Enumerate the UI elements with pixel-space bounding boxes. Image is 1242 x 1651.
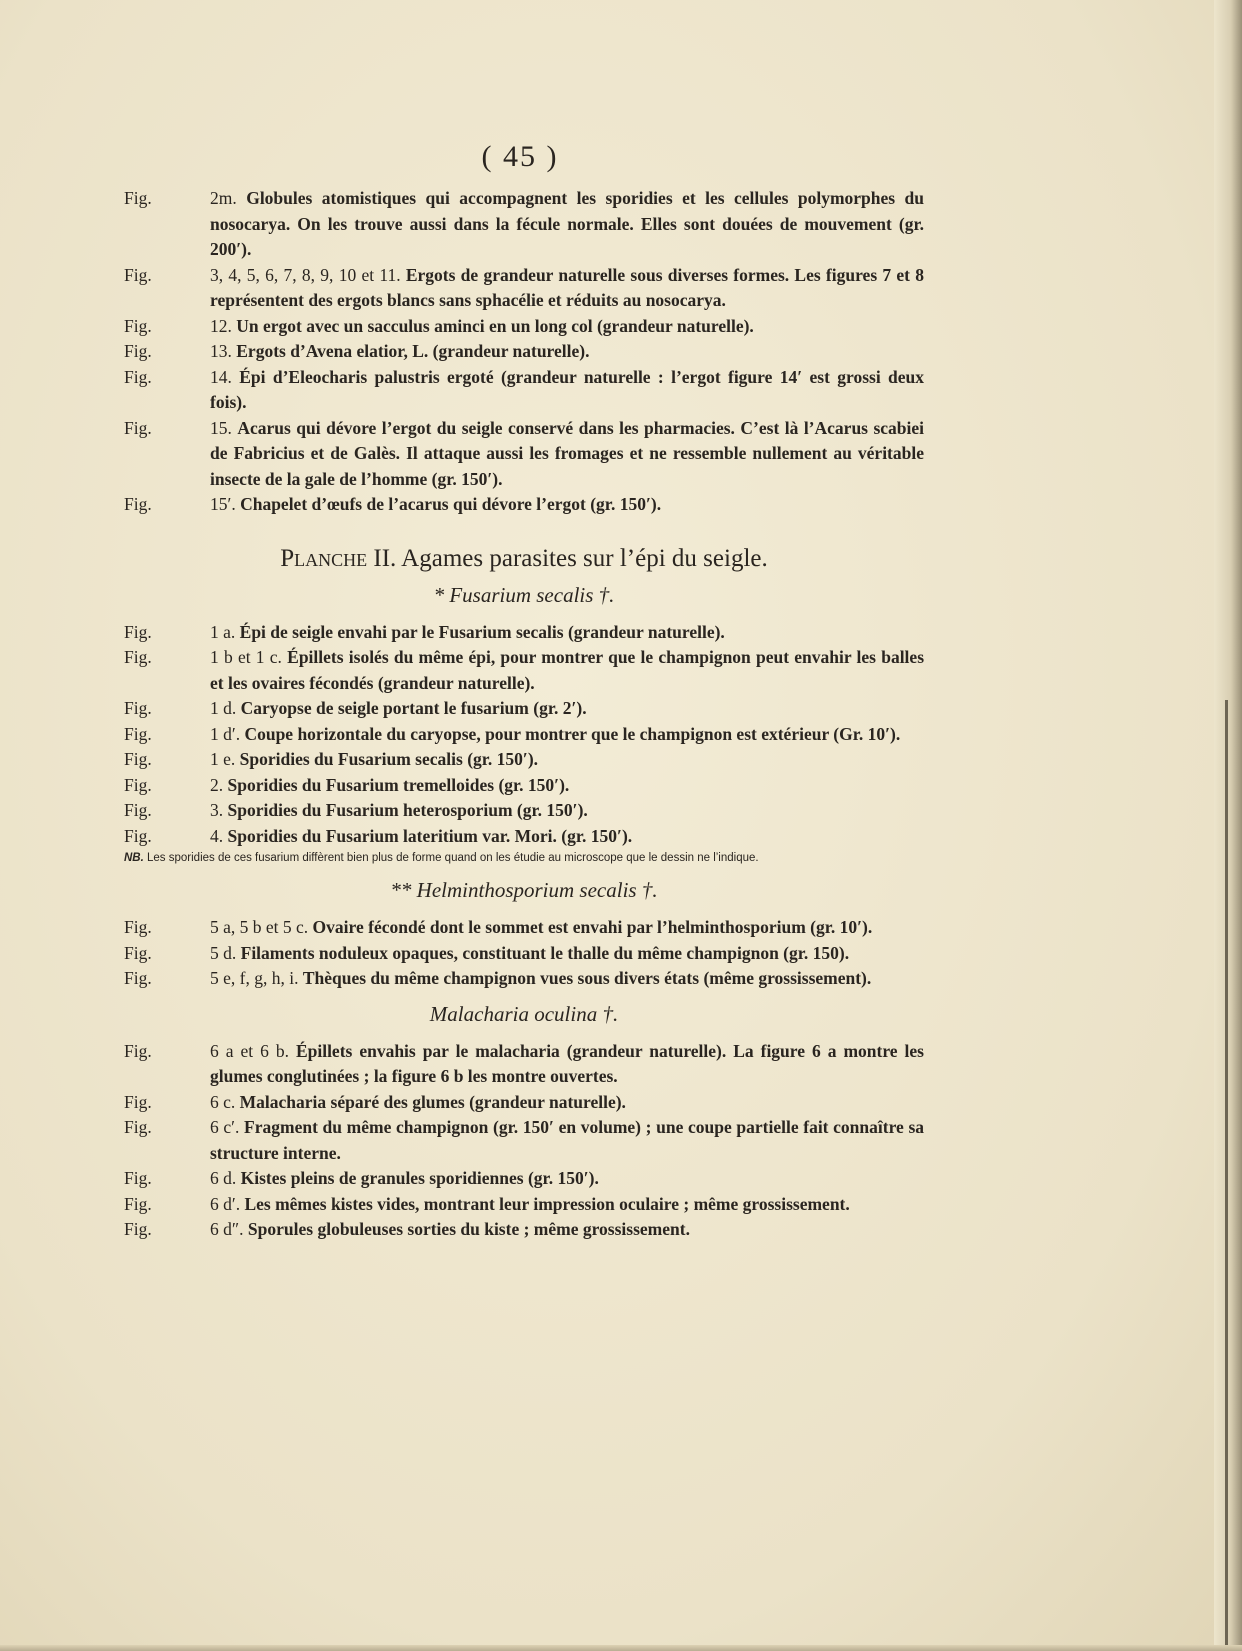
section-title-malacharia: Malacharia oculina †. <box>429 1001 619 1026</box>
figure-caption <box>124 645 924 696</box>
figure-label: Fig. <box>124 825 152 846</box>
figure-label: Fig. <box>124 494 152 514</box>
figure-number: 6 d″. <box>210 1219 244 1239</box>
figure-description: Sporidies du Fusarium lateritium var. Mori. (gr. 150′). <box>227 825 633 846</box>
figure-number: 6 d′. <box>210 1193 241 1214</box>
figure-label: Fig. <box>124 647 152 667</box>
figure-number: 6 d. <box>210 1168 237 1188</box>
figure-number: 14. <box>210 366 232 387</box>
figure-label: Fig. <box>124 188 152 208</box>
figure-caption <box>124 696 924 722</box>
figure-label: Fig. <box>124 800 152 820</box>
section-title-helminthosporium: ** Helminthosporium secalis †. <box>390 878 658 902</box>
figure-description: Épillets envahis par le malacharia (grandeur naturelle). La figure 6 a montre les glumes conglutinées ; la figure 6 b les montre ouvertes. <box>210 1040 924 1086</box>
figure-description: Épi d’Eleocharis palustris ergoté (grandeur naturelle : l’ergot figure 14′ est grossi deux fois). <box>210 366 925 412</box>
page-edge <box>1214 0 1242 1651</box>
figure-caption <box>124 416 924 493</box>
figure-label: Fig. <box>124 1193 152 1214</box>
figure-caption <box>124 915 924 941</box>
figure-description: Coupe horizontale du caryopse, pour montrer que le champignon est extérieur (Gr. 10′). <box>244 723 901 744</box>
figure-caption <box>124 492 924 518</box>
figure-label: Fig. <box>124 1168 152 1188</box>
page-bottom-edge <box>0 1645 1242 1651</box>
figure-description: Fragment du même champignon (gr. 150′ en volume) ; une coupe partielle fait connaître sa structure interne. <box>210 1117 925 1163</box>
figure-label: Fig. <box>124 417 152 438</box>
nota-bene <box>124 849 924 868</box>
figure-description: Sporidies du Fusarium secalis (gr. 150′). <box>239 749 539 769</box>
figure-caption <box>124 1166 924 1192</box>
figure-description: Sporules globuleuses sorties du kiste ; même grossissement. <box>247 1219 690 1239</box>
figure-description: Les mêmes kistes vides, montrant leur impression oculaire ; même grossissement. <box>244 1193 850 1214</box>
figure-number: 6 c′. <box>210 1117 240 1137</box>
page-number: ( 45 ) <box>481 140 559 173</box>
plate-title <box>124 545 924 573</box>
figure-label: Fig. <box>124 942 152 963</box>
plate-title-text: Agames parasites sur l’épi du seigle. <box>401 544 768 572</box>
figure-caption <box>124 747 924 773</box>
figure-number: 13. <box>210 341 232 361</box>
figure-description: Filaments noduleux opaques, constituant le thalle du même champignon (gr. 150). <box>240 942 850 963</box>
figure-list-plate-1 <box>124 186 924 518</box>
figure-label: Fig. <box>124 1117 152 1137</box>
figure-number: 1 e. <box>210 749 236 769</box>
figure-description: Un ergot avec un sacculus aminci en un long col (grandeur naturelle). <box>236 315 754 336</box>
figure-number: 15. <box>210 417 232 438</box>
figure-label: Fig. <box>124 341 152 361</box>
figure-number: 15′. <box>210 494 236 514</box>
figure-description: Ergots d’Avena elatior, L. (grandeur naturelle). <box>236 341 590 361</box>
figure-description: Chapelet d’œufs de l’acarus qui dévore l’ergot (gr. 150′). <box>240 494 662 514</box>
figure-caption <box>124 1217 924 1243</box>
figure-caption <box>124 1090 924 1116</box>
figure-label: Fig. <box>124 749 152 769</box>
figure-label: Fig. <box>124 264 152 285</box>
figure-label: Fig. <box>124 917 152 937</box>
figure-description: Globules atomistiques qui accompagnent les sporidies et les cellules polymorphes du nosocarya. On les trouve aussi dans la fécule normale. Elles sont douées de mouvement (gr. 200′). <box>210 188 925 259</box>
figure-caption <box>124 263 924 314</box>
figure-label: Fig. <box>124 698 152 718</box>
figure-description: Sporidies du Fusarium tremelloides (gr. 150′). <box>227 774 570 795</box>
figure-number: 2m. <box>210 188 237 208</box>
figure-caption <box>124 314 924 340</box>
figure-list-helminthosporium <box>124 915 924 992</box>
figure-description: Sporidies du Fusarium heterosporium (gr. 150′). <box>227 800 588 820</box>
figure-caption <box>124 365 924 416</box>
figure-label: Fig. <box>124 315 152 336</box>
figure-number: 5 e, f, g, h, i. <box>210 968 299 988</box>
figure-description: Ovaire fécondé dont le sommet est envahi par l’helminthosporium (gr. 10′). <box>312 917 873 937</box>
figure-number: 6 c. <box>210 1091 236 1112</box>
figure-label: Fig. <box>124 774 152 795</box>
figure-caption <box>124 186 924 263</box>
page-content <box>124 186 924 1243</box>
nota-bene-label: NB. <box>124 852 144 864</box>
figure-number: 3. <box>210 800 224 820</box>
figure-description: Acarus qui dévore l’ergot du seigle conservé dans les pharmacies. C’est là l’Acarus scabiei de Fabricius et de Galès. Il attaque aussi les fromages et ne ressemble nullement au véritable insecte de la gale de l’homme (gr. 150′). <box>210 417 925 489</box>
figure-number: 5 d. <box>210 942 237 963</box>
nota-bene-text: Les sporidies de ces fusarium diffèrent bien plus de forme quand on les étudie au microscope que le dessin ne l’indique. <box>147 852 759 864</box>
figure-label: Fig. <box>124 621 152 642</box>
figure-description: Ergots de grandeur naturelle sous diverses formes. Les figures 7 et 8 représentent des ergots blancs sans sphacélie et réduits au nosocarya. <box>210 264 925 310</box>
figure-number: 2. <box>210 774 224 795</box>
figure-number: 1 b et 1 c. <box>210 647 282 667</box>
figure-caption <box>124 620 924 646</box>
figure-number: 4. <box>210 825 224 846</box>
section-title-fusarium: * Fusarium secalis †. <box>433 582 615 607</box>
figure-label: Fig. <box>124 1091 152 1112</box>
figure-label: Fig. <box>124 723 152 744</box>
figure-description: Caryopse de seigle portant le fusarium (gr. 2′). <box>240 698 587 718</box>
figure-label: Fig. <box>124 366 152 387</box>
plate-title-prefix: Planche II. <box>280 544 397 572</box>
figure-label: Fig. <box>124 968 152 988</box>
figure-caption <box>124 1115 924 1166</box>
binding-line <box>1225 700 1228 1651</box>
figure-number: 6 a et 6 b. <box>210 1040 289 1061</box>
figure-caption <box>124 824 924 850</box>
figure-description: Épi de seigle envahi par le Fusarium secalis (grandeur naturelle). <box>239 621 725 642</box>
figure-list-malacharia <box>124 1039 924 1243</box>
figure-list-fusarium <box>124 620 924 850</box>
figure-caption <box>124 1039 924 1090</box>
figure-caption <box>124 1192 924 1218</box>
figure-number: 12. <box>210 315 232 336</box>
figure-number: 1 d. <box>210 698 237 718</box>
figure-caption <box>124 773 924 799</box>
figure-description: Kistes pleins de granules sporidiennes (gr. 150′). <box>240 1168 599 1188</box>
figure-label: Fig. <box>124 1040 152 1061</box>
figure-caption <box>124 941 924 967</box>
figure-number: 1 d′. <box>210 723 241 744</box>
figure-number: 3, 4, 5, 6, 7, 8, 9, 10 et 11. <box>210 264 401 285</box>
figure-description: Épillets isolés du même épi, pour montrer que le champignon peut envahir les balles et les ovaires fécondés (grandeur naturelle). <box>210 647 925 693</box>
figure-caption <box>124 339 924 365</box>
figure-label: Fig. <box>124 1219 152 1239</box>
figure-description: Thèques du même champignon vues sous divers états (même grossissement). <box>302 968 872 988</box>
figure-number: 1 a. <box>210 621 236 642</box>
figure-caption <box>124 798 924 824</box>
figure-number: 5 a, 5 b et 5 c. <box>210 917 309 937</box>
figure-description: Malacharia séparé des glumes (grandeur naturelle). <box>239 1091 626 1112</box>
figure-caption <box>124 966 924 992</box>
figure-caption <box>124 722 924 748</box>
